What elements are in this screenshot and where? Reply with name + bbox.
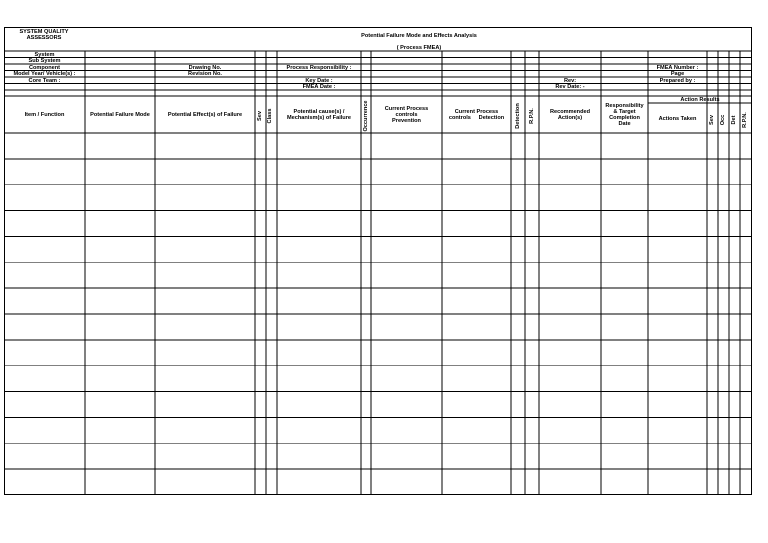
col-item-function: Item / Function: [24, 112, 65, 118]
fmea-number-label: FMEA Number :: [656, 65, 699, 71]
col-failure-mode: Potential Failure Mode: [90, 112, 150, 118]
form-title: Potential Failure Mode and Effects Analysis: [361, 33, 477, 39]
col-rpn: R.P.N.: [529, 108, 535, 124]
col-sev: Sev: [257, 111, 263, 121]
component-label: Component: [28, 65, 61, 71]
sub-system-label: Sub System: [28, 58, 61, 64]
col-ar-rpn: R.P.N.: [742, 112, 748, 128]
fmea-date-label: FMEA Date :: [302, 84, 336, 90]
system-label: System: [34, 52, 55, 58]
drawing-no-label: Drawing No.: [188, 65, 222, 71]
col-recommended: Recommended Action(s): [549, 109, 591, 121]
model-year-label: Model Year/ Vehicle(s) :: [13, 71, 76, 77]
process-responsibility-label: Process Responsibility :: [286, 65, 352, 71]
page-label: Page: [670, 71, 685, 77]
col-ar-det: Det: [731, 115, 737, 125]
core-team-label: Core Team :: [28, 78, 61, 84]
fmea-form: [4, 27, 752, 495]
key-date-label: Key Date :: [305, 78, 333, 84]
col-failure-effect: Potential Effect(s) of Failure: [167, 112, 243, 118]
col-class: Class: [267, 108, 273, 124]
col-prevention: Current Process controls Prevention: [384, 106, 429, 124]
form-subtitle: ( Process FMEA): [396, 45, 442, 51]
col-detection-controls: Current Process controls Detection: [448, 109, 505, 121]
col-ar-occ: Occ: [720, 114, 726, 126]
col-actions-taken: Actions Taken: [658, 116, 697, 122]
rev-label: Rev:: [563, 78, 577, 84]
col-responsibility: Responsibility & Target Completion Date: [605, 103, 644, 127]
rev-date-label: Rev Date: -: [555, 84, 585, 90]
form-grid: [4, 27, 752, 495]
revision-no-label: Revision No.: [188, 71, 222, 77]
form-border: [5, 28, 752, 495]
col-action-results: Action Results: [680, 97, 720, 103]
col-ar-sev: Sev: [709, 115, 715, 125]
col-detection: Detection: [515, 103, 521, 129]
prepared-by-label: Prepared by :: [659, 78, 696, 84]
col-occurrence: Occurrence: [363, 100, 369, 132]
company-name: SYSTEM QUALITY ASSESSORS: [19, 29, 69, 41]
col-causes: Potential cause(s) / Mechanism(s) of Failure: [286, 109, 352, 121]
